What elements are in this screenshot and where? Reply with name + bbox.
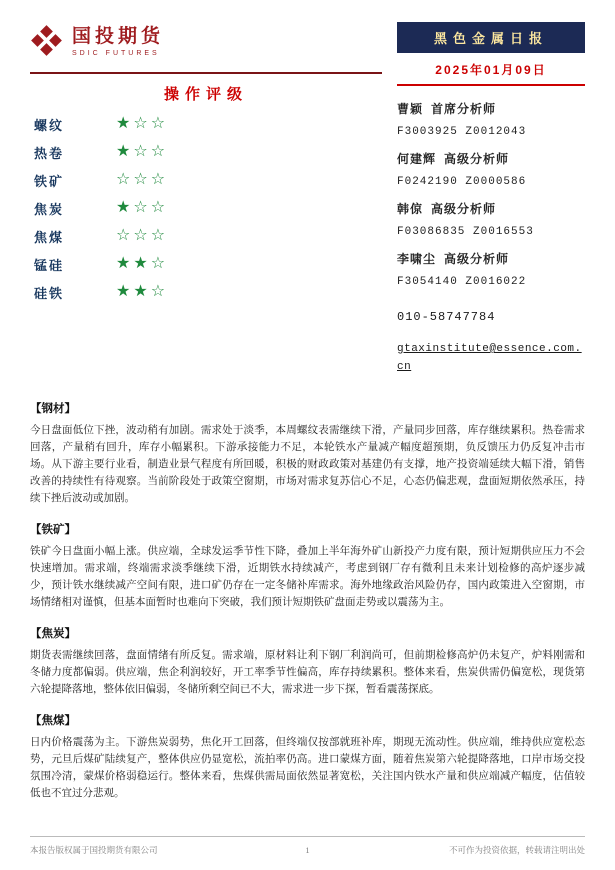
section-coke xyxy=(30,625,585,698)
rating-row xyxy=(30,110,382,138)
analyst-ids: F0242190 Z0000586 xyxy=(397,176,527,188)
analyst-ids: F3003925 Z0012043 xyxy=(397,126,527,138)
analyst-entry xyxy=(397,200,585,238)
rating-row xyxy=(30,138,382,166)
report-date: 2025年01月09日 xyxy=(397,53,585,86)
commodity-label: 焦煤 xyxy=(34,229,65,245)
section-heading: 【焦炭】 xyxy=(30,628,76,640)
section-steel xyxy=(30,400,585,507)
contact-block xyxy=(397,310,585,374)
page-footer xyxy=(30,836,585,856)
commodity-label: 热卷 xyxy=(34,145,65,161)
rating-row xyxy=(30,194,382,222)
section-heading: 【钢材】 xyxy=(30,403,76,415)
section-heading: 【铁矿】 xyxy=(30,524,76,536)
analyst-name: 李啸尘 高级分析师 xyxy=(397,252,510,266)
page-number: 1 xyxy=(305,845,310,855)
footer-disclaimer: 不可作为投资依据，转载请注明出处 xyxy=(448,845,585,855)
commodity-label: 铁矿 xyxy=(34,173,65,189)
star-rating: ☆☆☆ xyxy=(116,227,169,244)
company-logo xyxy=(30,20,382,64)
analyst-name: 曹颖 首席分析师 xyxy=(397,102,497,116)
ratings-title: 操作评级 xyxy=(163,86,248,103)
section-iron-ore xyxy=(30,521,585,611)
star-rating: ★★☆ xyxy=(116,283,169,300)
analyst-name: 韩倞 高级分析师 xyxy=(397,202,497,216)
rating-row xyxy=(30,166,382,194)
rating-row xyxy=(30,278,382,306)
header xyxy=(30,20,585,374)
commodity-label: 硅铁 xyxy=(34,285,65,301)
star-rating: ★☆☆ xyxy=(116,143,169,160)
commodity-label: 锰硅 xyxy=(34,257,65,273)
section-paragraph: 铁矿今日盘面小幅上涨。供应端，全球发运季节性下降，叠加上半年海外矿山新投产力度有限，预计短期供应压力不会快速增加。需求端，终端需求淡季继续下滑，近期铁水持续减产，考虑到钢厂存有微利且未来计划检修的高炉逐步减少，预计铁水继续减产空间有限，进口矿仍存在一定冬储补库需求。海外地缘政治风险仍存，国内政策进入空窗期，市场情绪相对谨慎，但基本面暂时也难向下突破，我们预计短期铁矿盘面走势或以震荡为主。 xyxy=(30,546,585,608)
report-title-badge: 黑色金属日报 xyxy=(397,22,585,53)
commodity-label: 焦炭 xyxy=(34,201,65,217)
analyst-entry xyxy=(397,100,585,138)
analyst-entry xyxy=(397,150,585,188)
star-rating: ★☆☆ xyxy=(116,115,169,132)
rating-row xyxy=(30,250,382,278)
analyst-ids: F03086835 Z0016553 xyxy=(397,226,534,238)
analyst-entry xyxy=(397,250,585,288)
logo-name-cn: 国投期货 xyxy=(72,25,165,47)
ratings-panel xyxy=(30,72,382,306)
contact-phone: 010-58747784 xyxy=(397,310,496,324)
section-paragraph: 今日盘面低位下挫，波动稍有加剧。需求处于淡季，本周螺纹表需继续下滑，产量同步回落，库存继续累积。热卷需求回落，产量稍有回升，库存小幅累积。下游承接能力不足，本轮铁水产量减产幅度超预期，负反馈压力仍反复冲击市场。从下游主要行业看，制造业景气程度有所回暖，积极的财政政策对基建仍有支撑，地产投资端延续大幅下滑，销售改善的持续性有待观察。当前阶段处于政策空窗期，市场对需求复苏信心不足，心态仍偏悲观，盘面短期依然承压，持续下挫后波动或加剧。 xyxy=(30,425,585,504)
star-rating: ★☆☆ xyxy=(116,199,169,216)
contact-email-link[interactable]: gtaxinstitute@essence.com.cn xyxy=(397,343,582,373)
analyst-list xyxy=(397,100,585,288)
analyst-name: 何建辉 高级分析师 xyxy=(397,152,510,166)
section-heading: 【焦煤】 xyxy=(30,715,76,727)
section-coking-coal xyxy=(30,712,585,802)
logo-diamond-icon xyxy=(30,25,64,59)
report-body xyxy=(30,400,585,802)
logo-name-en: SDIC FUTURES xyxy=(72,49,160,57)
star-rating: ☆☆☆ xyxy=(116,171,169,188)
commodity-label: 螺纹 xyxy=(34,117,65,133)
section-paragraph: 日内价格震荡为主。下游焦炭弱势，焦化开工回落，但终端仅按部就班补库，期现无流动性。供应端，维持供应宽松态势，元旦后煤矿陆续复产，整体供应仍显宽松，流拍率仍高。进口蒙煤方面，随着焦炭第六轮提降落地，口岸市场交投氛围冷清，蒙煤价格弱稳运行。整体来看，焦煤供需局面依然显著宽松，关注国内铁水产量和供应端减产幅度，估值较低也不宜过分悲观。 xyxy=(30,737,585,799)
star-rating: ★★☆ xyxy=(116,255,169,272)
rating-row xyxy=(30,222,382,250)
footer-copyright: 本报告版权属于国投期货有限公司 xyxy=(30,845,158,855)
section-paragraph: 期货表需继续回落，盘面情绪有所反复。需求端，原材料让利下钢厂利润尚可，但前期检修高炉仍未复产，炉料刚需和冬储力度都偏弱。供应端，焦企利润较好，开工率季节性偏高，库存持续累积。整体来看，焦炭供需仍偏宽松，现货第六轮提降落地，整体依旧偏弱，冬储所剩空间已不大，需求进一步下探，暂看震荡探底。 xyxy=(30,650,585,695)
analyst-ids: F3054140 Z0016022 xyxy=(397,276,527,288)
